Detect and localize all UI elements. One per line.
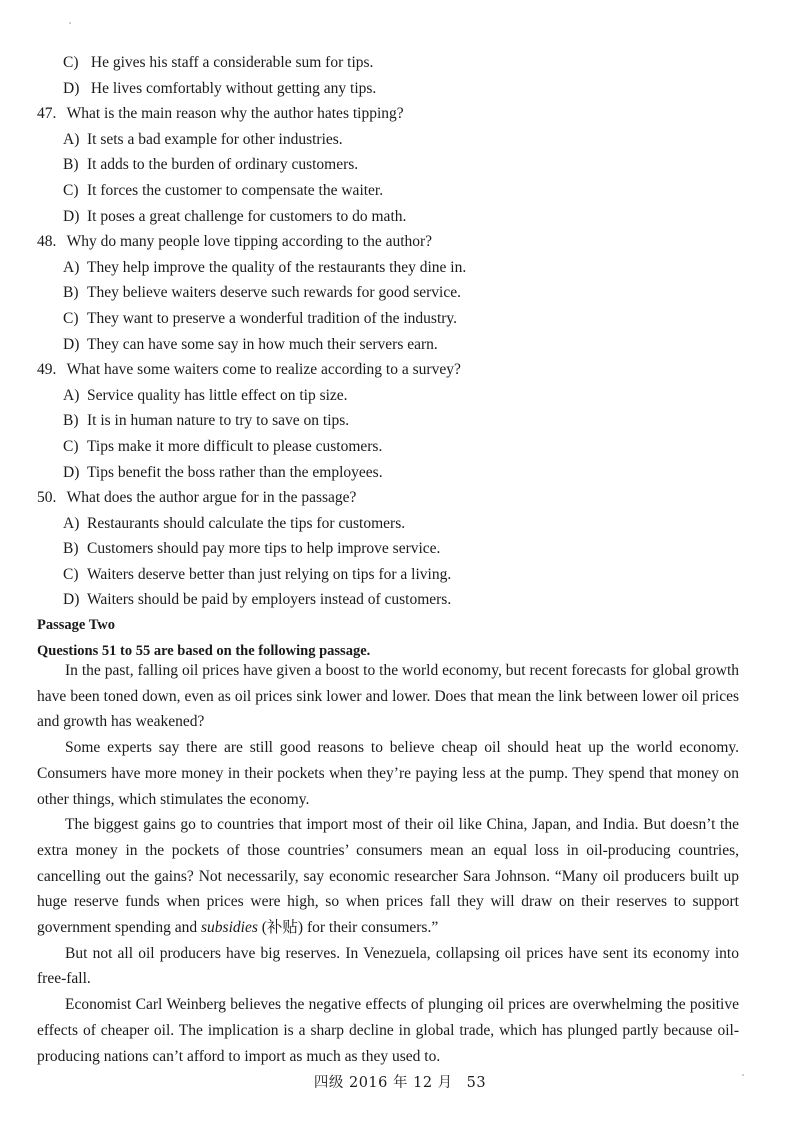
option-46-d xyxy=(0,76,800,102)
option-48-d xyxy=(0,332,800,358)
question-block xyxy=(0,50,800,664)
option-text: Service quality has little effect on tip size. xyxy=(87,386,348,404)
option-48-c xyxy=(0,306,800,332)
page-footer xyxy=(0,1071,800,1092)
option-47-b xyxy=(0,152,800,178)
option-letter: C) xyxy=(63,565,79,583)
option-letter: C) xyxy=(63,54,79,71)
question-text: What is the main reason why the author hates tipping? xyxy=(66,105,404,123)
question-50 xyxy=(0,485,800,511)
passage-instruction: Questions 51 to 55 are based on the following passage. xyxy=(37,642,371,659)
question-number: 50. xyxy=(37,489,57,507)
term-gloss: (补贴) xyxy=(261,919,304,937)
option-text: It adds to the burden of ordinary customers. xyxy=(87,156,359,174)
option-47-c xyxy=(0,178,800,204)
option-text: They help improve the quality of the restaurants they dine in. xyxy=(87,258,467,276)
option-letter: B) xyxy=(63,412,79,430)
option-50-d xyxy=(0,587,800,613)
question-number: 48. xyxy=(37,233,57,251)
option-50-b xyxy=(0,536,800,562)
option-48-a xyxy=(0,255,800,281)
option-letter: D) xyxy=(63,591,80,609)
question-number: 47. xyxy=(37,105,57,123)
option-text: They want to preserve a wonderful tradition of the industry. xyxy=(87,309,458,327)
option-letter: A) xyxy=(63,130,80,148)
option-letter: D) xyxy=(63,79,80,97)
option-letter: B) xyxy=(63,284,79,302)
option-text: Waiters should be paid by employers instead of customers. xyxy=(87,591,452,609)
italic-term: subsidies xyxy=(201,919,258,937)
scan-speck xyxy=(69,22,71,24)
option-letter: A) xyxy=(63,386,80,404)
question-49 xyxy=(0,357,800,383)
option-text: Waiters deserve better than just relying on tips for a living. xyxy=(87,565,452,583)
option-letter: B) xyxy=(63,156,79,174)
option-text: It is in human nature to try to save on tips. xyxy=(87,412,350,430)
passage-heading: Passage Two xyxy=(37,617,116,634)
option-49-c xyxy=(0,434,800,460)
option-49-a xyxy=(0,383,800,409)
option-47-a xyxy=(0,127,800,153)
question-text: What does the author argue for in the passage? xyxy=(66,489,357,507)
option-text: Restaurants should calculate the tips for customers. xyxy=(87,514,406,532)
option-letter: A) xyxy=(63,258,80,276)
option-46-c xyxy=(0,50,800,76)
option-text: Tips benefit the boss rather than the employees. xyxy=(87,463,383,481)
option-50-c xyxy=(0,562,800,588)
option-50-a xyxy=(0,511,800,537)
option-letter: D) xyxy=(63,335,80,353)
paragraph-5: Economist Carl Weinberg believes the negative effects of plunging oil prices are overwhelming the positive effects of cheaper oil. The implication is a sharp decline in global trade, which has plunged partly because oil-producing nations can’t afford to import as much as they used to. xyxy=(37,996,739,1065)
question-number: 49. xyxy=(37,361,57,379)
option-text: Tips make it more difficult to please customers. xyxy=(87,437,383,455)
paragraph-3 xyxy=(37,812,739,941)
paragraph-4: But not all oil producers have big reserves. In Venezuela, collapsing oil prices have sent its economy into free-fall. xyxy=(37,944,739,988)
option-letter: C) xyxy=(63,181,79,199)
option-49-d xyxy=(0,460,800,486)
question-48 xyxy=(0,229,800,255)
option-letter: C) xyxy=(63,437,79,455)
question-text: What have some waiters come to realize according to a survey? xyxy=(66,361,461,379)
option-text: They can have some say in how much their servers earn. xyxy=(87,335,438,353)
option-text: It sets a bad example for other industries. xyxy=(87,130,343,148)
page-number: 53 xyxy=(466,1075,487,1091)
option-text: He lives comfortably without getting any tips. xyxy=(90,79,377,97)
option-text: It forces the customer to compensate the waiter. xyxy=(87,181,384,199)
paragraph-2: Some experts say there are still good reasons to believe cheap oil should heat up the world economy. Consumers have more money in their pockets when they’re paying less at the pump. They spend that money on other things, which stimulates the economy. xyxy=(37,739,739,808)
paragraph-3-tail: for their consumers.” xyxy=(303,919,439,937)
option-text: Customers should pay more tips to help improve service. xyxy=(87,540,441,558)
option-text: They believe waiters deserve such rewards for good service. xyxy=(87,284,461,302)
paragraph-1: In the past, falling oil prices have given a boost to the world economy, but recent forecasts for global growth have been toned down, even as oil prices sink lower and lower. Does that mean the link between lower oil prices and growth has weakened? xyxy=(37,662,739,731)
option-letter: D) xyxy=(63,207,80,225)
option-letter: B) xyxy=(63,540,79,558)
option-49-b xyxy=(0,408,800,434)
passage-body xyxy=(37,658,739,1069)
question-47 xyxy=(0,101,800,127)
footer-label: 四级 2016 年 12 月 xyxy=(313,1075,453,1091)
option-letter: C) xyxy=(63,309,79,327)
option-text: It poses a great challenge for customers to do math. xyxy=(87,207,407,225)
option-text: He gives his staff a considerable sum for tips. xyxy=(90,54,374,71)
question-text: Why do many people love tipping according to the author? xyxy=(66,233,433,251)
option-48-b xyxy=(0,280,800,306)
option-letter: D) xyxy=(63,463,80,481)
paragraph-3-text: The biggest gains go to countries that import most of their oil like China, Japan, and India. But doesn’t the extra money in the pockets of those countries’ consumers mean an equal loss in oil-producing countries, cancelling out the gains? Not necessarily, say economic researcher Sara Johnson. “Many oil producers built up huge reserve funds when prices were high, so when prices fall they will draw on their reserves to support government spending and xyxy=(37,816,739,937)
option-letter: A) xyxy=(63,514,80,532)
option-47-d xyxy=(0,204,800,230)
